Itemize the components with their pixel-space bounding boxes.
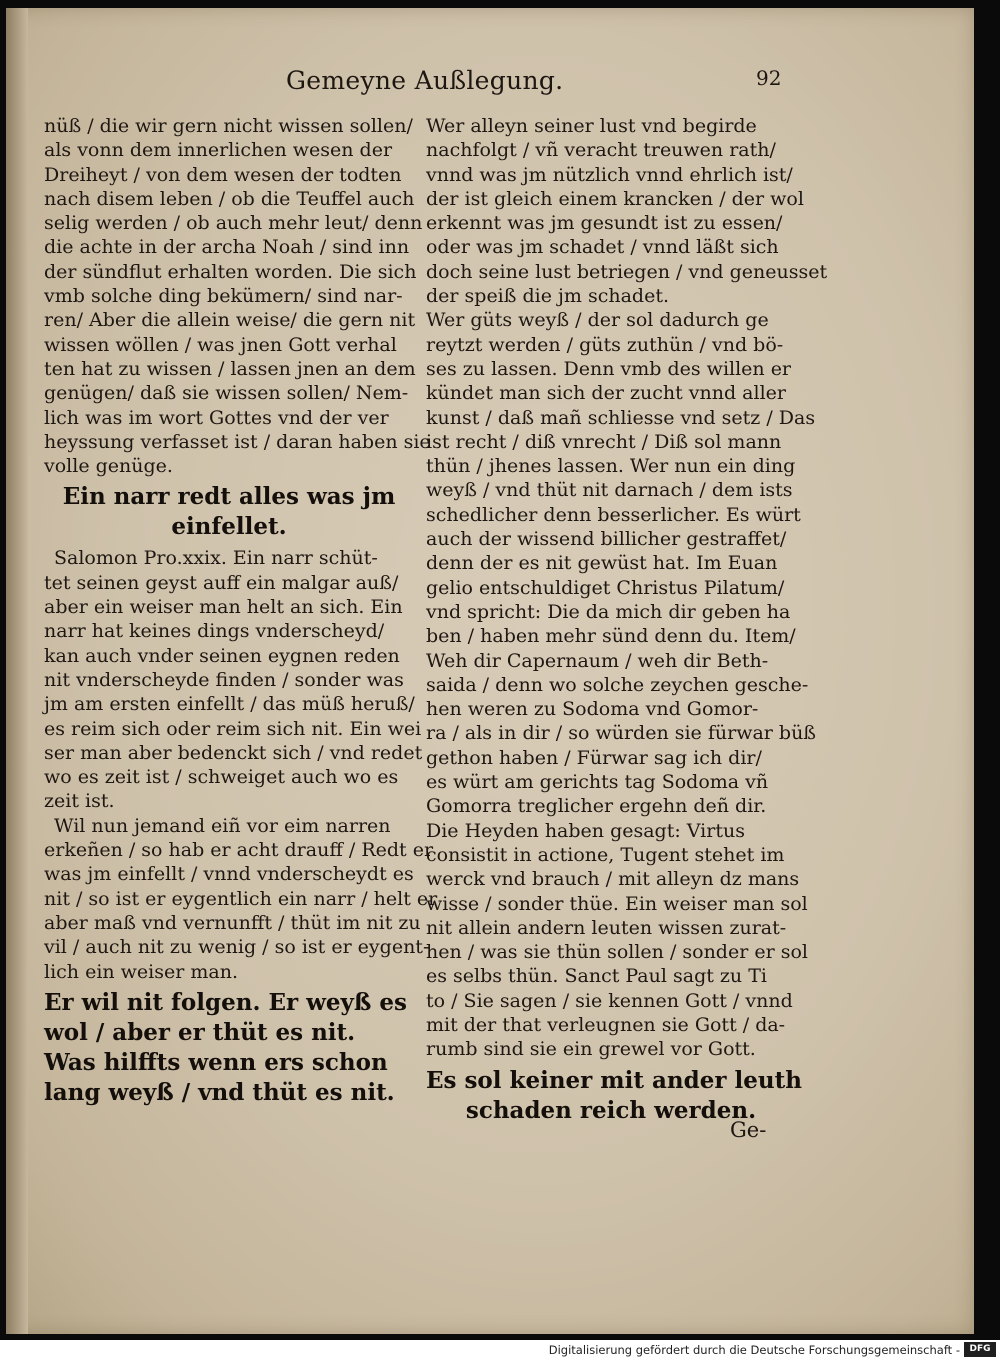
text-line: als vonn dem innerlichen wesen der <box>44 139 393 162</box>
text-line: Ein narr redt alles was jm <box>62 483 396 511</box>
text-line: ser man aber bedenckt sich / vnd redet <box>44 741 423 764</box>
text-line: to / Sie sagen / sie kennen Gott / vnnd <box>426 989 793 1012</box>
text-line: ren/ Aber die allein weise/ die gern nit <box>44 309 416 332</box>
text-line: kunst / daß mañ schliesse vnd setz / Das <box>426 406 816 429</box>
text-line: denn der es nit gewüst hat. Im Euan <box>426 552 778 575</box>
text-line: wissen wöllen / was jnen Gott verhal <box>44 333 397 356</box>
page-spine-shadow <box>6 8 28 1334</box>
text-line: erkeñen / so hab er acht drauff / Redt er <box>44 839 434 862</box>
text-line: schedlicher denn besserlicher. Es würt <box>426 503 801 526</box>
running-title: Gemeyne Außlegung. <box>286 66 564 95</box>
text-line: aber maß vnd vernunfft / thüt im nit zu <box>44 911 421 934</box>
text-line: hen / was sie thün sollen / sonder er sol <box>426 941 808 964</box>
text-line: kan auch vnder seinen eygnen reden <box>44 644 400 667</box>
right-para-2 <box>426 308 817 818</box>
right-heading-1 <box>426 1066 802 1126</box>
text-line: nach disem leben / ob die Teuffel auch <box>44 187 415 210</box>
right-para-3 <box>426 819 808 1062</box>
text-line: weyß / vnd thüt nit darnach / dem ists <box>426 479 793 502</box>
text-line: jm am ersten einfellt / das müß heruß/ <box>44 693 415 716</box>
text-line: es würt am gerichts tag Sodoma vñ <box>426 771 769 794</box>
text-line: ra / als in dir / so würden sie fürwar büß <box>426 722 817 745</box>
text-line: die achte in der archa Noah / sind inn <box>44 236 410 259</box>
text-line: wo es zeit ist / schweiget auch wo es <box>44 766 399 789</box>
text-line: Wer alleyn seiner lust vnd begirde <box>426 115 757 137</box>
text-line: narr hat keines dings vnderscheyd/ <box>44 620 385 643</box>
text-line: Die Heyden haben gesagt: Virtus <box>426 819 745 842</box>
text-line: volle genüge. <box>44 455 173 478</box>
text-line: kündet man sich der zucht vnnd aller <box>426 382 786 405</box>
digitization-footer <box>0 1340 1000 1361</box>
text-line: vnnd was jm nützlich vnnd ehrlich ist/ <box>426 163 793 186</box>
text-line: es reim sich oder reim sich nit. Ein wei <box>44 717 422 740</box>
text-line: Gomorra treglicher ergehn deñ dir. <box>426 795 767 818</box>
text-line: gethon haben / Fürwar sag ich dir/ <box>426 746 762 769</box>
text-line: rumb sind sie ein grewel vor Gott. <box>426 1038 756 1061</box>
text-line: Salomon Pro.xxix. Ein narr schüt- <box>54 547 378 570</box>
text-line: wisse / sonder thüe. Ein weiser man sol <box>426 892 808 915</box>
text-line: der speiß die jm schadet. <box>426 285 670 308</box>
page-header <box>286 66 786 106</box>
text-line: erkennt was jm gesundt ist zu essen/ <box>426 212 783 235</box>
text-line: aber ein weiser man helt an sich. Ein <box>44 596 403 619</box>
left-para-1 <box>44 114 431 478</box>
text-line: Wer güts weyß / der sol dadurch ge <box>426 309 769 332</box>
dfg-logo: DFG <box>964 1342 996 1357</box>
text-line: ist recht / diß vnrecht / Diß sol mann <box>426 430 782 453</box>
text-line: lich ein weiser man. <box>44 960 238 983</box>
left-column <box>44 114 438 1112</box>
text-line: hen weren zu Sodoma vnd Gomor- <box>426 698 759 721</box>
text-line: vil / auch nit zu wenig / so ist er eygent- <box>44 936 430 959</box>
left-heading-2 <box>44 988 414 1108</box>
text-line: nüß / die wir gern nicht wissen sollen/ <box>44 115 413 137</box>
text-line: tet seinen geyst auff ein malgar auß/ <box>44 571 399 594</box>
text-line: nachfolgt / vñ veracht treuwen rath/ <box>426 139 776 162</box>
right-column <box>426 114 828 1130</box>
text-line: thün / jhenes lassen. Wer nun ein ding <box>426 455 796 478</box>
text-line: ten hat zu wissen / lassen jnen an dem <box>44 357 416 380</box>
text-line: vnd spricht: Die da mich dir geben ha <box>426 600 791 623</box>
text-line: ben / haben mehr sünd denn du. Item/ <box>426 625 796 648</box>
text-line: einfellet. <box>171 513 287 541</box>
text-line: wol / aber er thüt es nit. <box>44 1018 356 1046</box>
text-line: schaden reich werden. <box>465 1096 757 1124</box>
left-para-2 <box>44 546 423 813</box>
text-line: vmb solche ding bekümern/ sind nar- <box>44 285 403 308</box>
text-line: Weh dir Capernaum / weh dir Beth- <box>426 649 769 672</box>
text-line: reytzt werden / güts zuthün / vnd bö- <box>426 333 784 356</box>
text-line: lich was im wort Gottes vnd der ver <box>44 406 389 429</box>
footer-credit: Digitalisierung gefördert durch die Deutsche Forschungsgemeinschaft - <box>548 1343 960 1357</box>
right-para-1 <box>426 114 828 308</box>
text-line: was jm einfellt / vnnd vnderscheydt es <box>44 863 414 886</box>
text-line: gelio entschuldiget Christus Pilatum/ <box>426 576 785 599</box>
text-line: Dreiheyt / von dem wesen der todten <box>44 163 402 186</box>
text-line: nit vnderscheyde finden / sonder was <box>44 668 404 691</box>
left-para-3 <box>44 814 438 984</box>
text-line: es selbs thün. Sanct Paul sagt zu Ti <box>426 965 767 988</box>
text-line: mit der that verleugnen sie Gott / da- <box>426 1013 786 1036</box>
text-line: heyssung verfasset ist / daran haben sie <box>44 430 431 453</box>
folio-number: 92 <box>756 66 782 90</box>
text-line: consistit in actione, Tugent stehet im <box>426 843 785 866</box>
text-line: doch seine lust betriegen / vnd geneusset <box>426 260 828 283</box>
text-line: der ist gleich einem krancken / der wol <box>426 187 804 210</box>
text-line: saida / denn wo solche zeychen gesche- <box>426 673 809 696</box>
text-line: selig werden / ob auch mehr leut/ denn <box>44 212 423 235</box>
text-line: zeit ist. <box>44 790 115 813</box>
text-line: genügen/ daß sie wissen sollen/ Nem- <box>44 382 409 405</box>
text-line: nit / so ist er eygentlich ein narr / helt er <box>44 887 438 910</box>
text-line: lang weyß / vnd thüt es nit. <box>44 1078 395 1106</box>
text-line: Was hilffts wenn ers schon <box>44 1048 388 1076</box>
text-line: Es sol keiner mit ander leuth <box>426 1066 802 1094</box>
catchword: Ge- <box>730 1118 767 1142</box>
text-line: nit allein andern leuten wissen zurat- <box>426 916 787 939</box>
text-line: ses zu lassen. Denn vmb des willen er <box>426 357 792 380</box>
text-line: Er wil nit folgen. Er weyß es <box>44 988 407 1016</box>
text-line: auch der wissend billicher gestraffet/ <box>426 528 787 551</box>
text-line: Wil nun jemand eiñ vor eim narren <box>54 814 391 837</box>
text-line: der sündflut erhalten worden. Die sich <box>44 260 417 283</box>
text-line: oder was jm schadet / vnnd läßt sich <box>426 236 779 259</box>
text-line: werck vnd brauch / mit alleyn dz mans <box>426 868 800 891</box>
left-heading-1 <box>44 482 414 542</box>
